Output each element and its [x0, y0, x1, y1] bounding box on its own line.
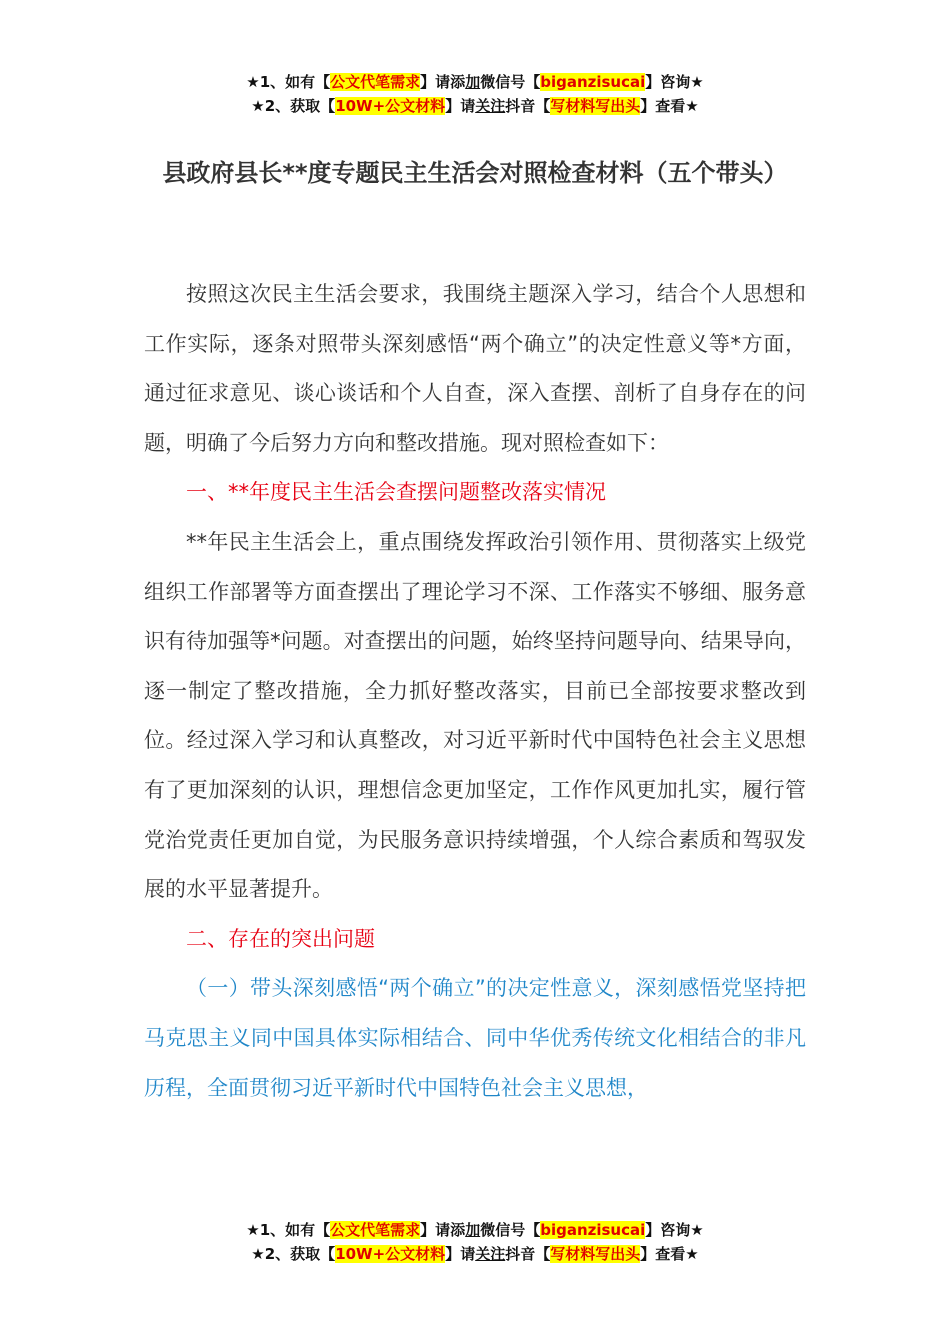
banner-underline: 加 [465, 1221, 481, 1239]
banner-text: 微信号【 [480, 73, 541, 91]
banner-highlight: 公文代笔需求 [330, 1221, 421, 1239]
banner-text: 抖音【 [505, 1245, 551, 1263]
banner-highlight: biganzisucai [540, 1221, 646, 1239]
banner-text: 】咨询★ [645, 73, 704, 91]
banner-highlight: 写材料写出头 [550, 1245, 641, 1263]
document-body [144, 270, 806, 1113]
subsection-paragraph: （一）带头深刻感悟“两个确立”的决定性意义，深刻感悟党坚持把马克思主义同中国具体实际相结合、同中华优秀传统文化相结合的非凡历程，全面贯彻习近平新时代中国特色社会主义思想， [144, 976, 806, 1100]
banner-text: 】请 [445, 97, 476, 115]
banner-highlight: 10W+公文材料 [335, 97, 446, 115]
banner-highlight: 写材料写出头 [550, 97, 641, 115]
document-title: 县政府县长**度专题民主生活会对照检查材料（五个带头） [162, 159, 788, 187]
banner-line-2 [0, 1242, 950, 1266]
banner-underline: 关注 [475, 1245, 506, 1263]
banner-text: 】请添 [420, 73, 466, 91]
banner-text: 抖音【 [505, 97, 551, 115]
banner-line-1 [0, 1218, 950, 1242]
banner-line-2 [0, 94, 950, 118]
banner-underline: 加 [465, 73, 481, 91]
intro-paragraph: 按照这次民主生活会要求，我围绕主题深入学习，结合个人思想和工作实际，逐条对照带头深刻感悟“两个确立”的决定性意义等*方面，通过征求意见、谈心谈话和个人自查，深入查摆、剖析了自身存在的问题，明确了今后努力方向和整改措施。现对照检查如下： [144, 282, 806, 455]
banner-text: 微信号【 [480, 1221, 541, 1239]
banner-highlight: 公文代笔需求 [330, 73, 421, 91]
banner-text: 】咨询★ [645, 1221, 704, 1239]
header-banner [0, 70, 950, 118]
banner-line-1 [0, 70, 950, 94]
banner-text: 】查看★ [640, 1245, 699, 1263]
section-heading-2: 二、存在的突出问题 [186, 926, 375, 951]
banner-text: ★2、获取【 [251, 1245, 336, 1263]
section-heading-1: 一、**年度民主生活会查摆问题整改落实情况 [186, 480, 606, 505]
banner-underline: 关注 [475, 97, 506, 115]
banner-text: ★1、如有【 [246, 1221, 331, 1239]
banner-highlight: 10W+公文材料 [335, 1245, 446, 1263]
banner-highlight: biganzisucai [540, 73, 646, 91]
banner-text: ★1、如有【 [246, 73, 331, 91]
rectification-paragraph: **年民主生活会上，重点围绕发挥政治引领作用、贯彻落实上级党组织工作部署等方面查摆出了理论学习不深、工作落实不够细、服务意识有待加强等*问题。对查摆出的问题，始终坚持问题导向、结果导向，逐一制定了整改措施，全力抓好整改落实，目前已全部按要求整改到位。经过深入学习和认真整改，对习近平新时代中国特色社会主义思想有了更加深刻的认识，理想信念更加坚定，工作作风更加扎实，履行管党治党责任更加自觉，为民服务意识持续增强，个人综合素质和驾驭发展的水平显著提升。 [144, 529, 806, 902]
footer-banner [0, 1218, 950, 1266]
banner-text: 】请添 [420, 1221, 466, 1239]
banner-text: 】请 [445, 1245, 476, 1263]
banner-text: ★2、获取【 [251, 97, 336, 115]
banner-text: 】查看★ [640, 97, 699, 115]
